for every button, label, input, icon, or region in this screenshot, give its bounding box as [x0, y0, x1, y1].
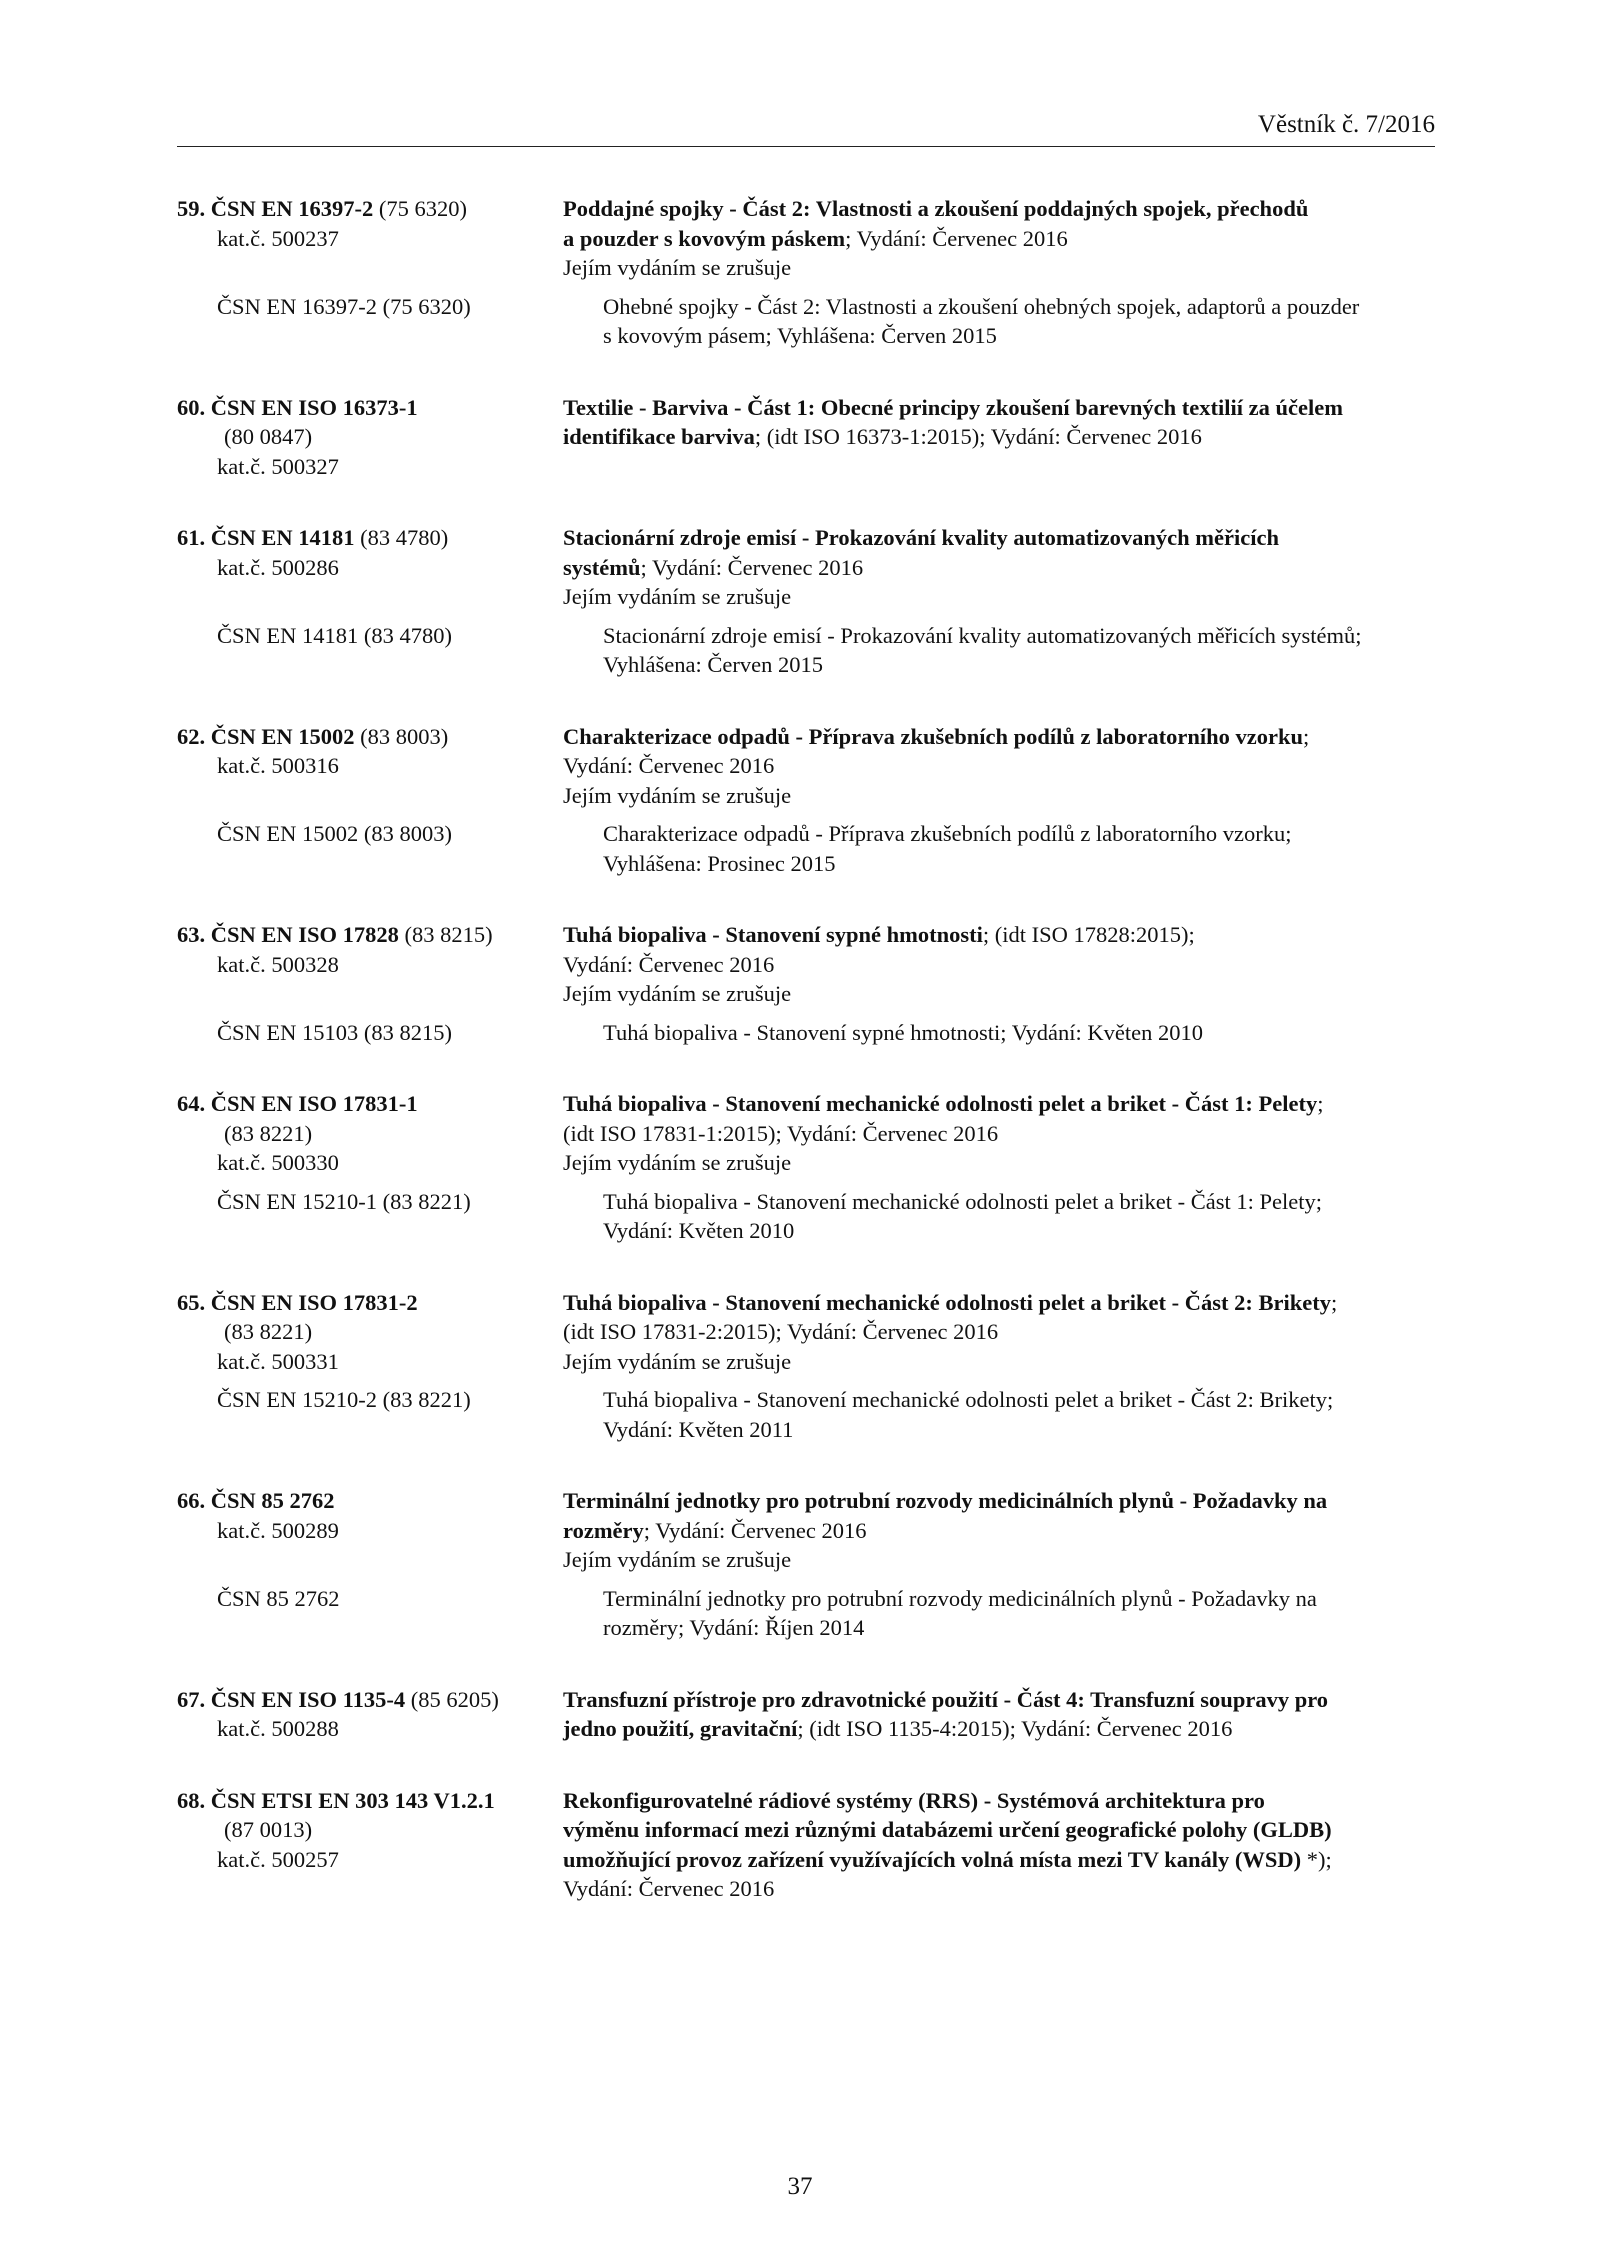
replaced-description — [603, 292, 1437, 351]
entry-number: 65. — [177, 1289, 206, 1315]
class-code: (80 0847) — [224, 424, 313, 449]
entry-main-row — [177, 393, 1437, 482]
replaced-description — [603, 1187, 1437, 1246]
catalog-number: kat.č. 500286 — [217, 554, 339, 580]
standard-entry — [177, 722, 1437, 879]
designation-line — [177, 1685, 563, 1715]
catalog-number: kat.č. 500237 — [217, 225, 339, 251]
issue-info: ; Vydání: Červenec 2016 — [845, 225, 1068, 251]
standard-title: identifikace barviva — [563, 424, 755, 449]
entry-number: 66. — [177, 1488, 206, 1513]
replaced-designation: ČSN EN 15210-2 (83 8221) — [217, 1387, 471, 1412]
title-line — [563, 920, 1427, 950]
designation-line — [177, 523, 563, 553]
issue-note: Vydání: Červenec 2016 — [563, 951, 775, 977]
title-line — [563, 722, 1427, 752]
standard-title: výměnu informací mezi různými databázemi určení geografické polohy (GLDB) — [563, 1817, 1332, 1842]
replaced-designation: ČSN EN 14181 (83 4780) — [217, 622, 452, 648]
standard-title: systémů — [563, 554, 641, 580]
replaced-designation: ČSN EN 16397-2 (75 6320) — [217, 293, 471, 319]
replaced-standard-row — [177, 819, 1437, 878]
catalog-number: kat.č. 500328 — [217, 951, 339, 977]
standard-title: jedno použití, gravitační — [563, 1716, 798, 1741]
standard-title: Stacionární zdroje emisí - Prokazování kvality automatizovaných měřicích — [563, 525, 1279, 550]
entry-number: 64. — [177, 1091, 206, 1116]
entry-designation — [177, 1288, 563, 1377]
designation-line — [177, 1486, 563, 1516]
issue-info: ; (idt ISO 1135-4:2015); Vydání: Červenec 2016 — [797, 1716, 1233, 1741]
replaced-line: Stacionární zdroje emisí - Prokazování kvality automatizovaných měřicích systémů; — [603, 622, 1362, 648]
entry-main-row — [177, 1685, 1437, 1744]
entry-description — [563, 920, 1437, 1009]
entry-main-row — [177, 1486, 1437, 1575]
replaced-line: Vyhlášena: Prosinec 2015 — [603, 850, 836, 876]
page-header: Věstník č. 7/2016 — [1257, 111, 1435, 138]
issue-info: ; — [1330, 1289, 1338, 1315]
designation-line — [177, 1089, 563, 1119]
standard-class-code: (83 8003) — [354, 723, 449, 749]
entry-main-row — [177, 722, 1437, 811]
replaced-designation: ČSN EN 15210-1 (83 8221) — [217, 1188, 471, 1214]
replaced-designation: ČSN EN 15002 (83 8003) — [217, 821, 452, 846]
standard-title: umožňující provoz zařízení využívajících volná místa mezi TV kanály (WSD) — [563, 1846, 1302, 1872]
standard-entry — [177, 1089, 1437, 1246]
entry-designation — [177, 1089, 563, 1178]
entry-description — [563, 1486, 1437, 1575]
designation-line — [177, 393, 563, 423]
title-line — [563, 393, 1427, 423]
issue-note: Jejím vydáním se zrušuje — [563, 255, 792, 280]
replaced-description — [603, 819, 1437, 878]
standard-code: ČSN EN ISO 17831-1 — [210, 1091, 418, 1116]
standards-list — [177, 194, 1437, 1946]
replaced-line: Terminální jednotky pro potrubní rozvody medicinálních plynů - Požadavky na — [603, 1585, 1317, 1611]
replaced-line: Tuhá biopaliva - Stanovení mechanické odolnosti pelet a briket - Část 2: Brikety; — [603, 1387, 1334, 1412]
entry-designation — [177, 1685, 563, 1744]
replaced-line: Vydání: Květen 2010 — [603, 1218, 795, 1243]
entry-main-row — [177, 1089, 1437, 1178]
catalog-number: kat.č. 500288 — [217, 1716, 339, 1741]
entry-designation — [177, 1486, 563, 1545]
issue-info: *); — [1301, 1846, 1332, 1872]
standard-title: rozměry — [563, 1517, 644, 1543]
standard-class-code: (85 6205) — [405, 1686, 499, 1712]
title-line — [563, 224, 1427, 254]
standard-title: Tuhá biopaliva - Stanovení mechanické odolnosti pelet a briket - Část 1: Pelety — [563, 1091, 1318, 1116]
issue-info: ; — [1317, 1091, 1324, 1116]
title-line — [563, 523, 1427, 553]
replaced-line: Vyhlášena: Červen 2015 — [603, 652, 823, 677]
title-line — [563, 1516, 1427, 1546]
class-code: (87 0013) — [224, 1817, 313, 1842]
designation-line — [177, 1288, 563, 1318]
issue-note: Vydání: Červenec 2016 — [563, 753, 775, 778]
entry-main-row — [177, 523, 1437, 612]
standard-code: ČSN 85 2762 — [210, 1488, 335, 1513]
title-line — [563, 1089, 1427, 1119]
standard-class-code: (83 8215) — [398, 922, 493, 947]
standard-entry — [177, 1685, 1437, 1744]
entry-designation — [177, 920, 563, 979]
standard-code: ČSN EN 16397-2 — [210, 196, 374, 221]
header-rule — [177, 146, 1435, 147]
replaced-designation: ČSN EN 15103 (83 8215) — [217, 1019, 452, 1045]
catalog-number: kat.č. 500289 — [217, 1517, 339, 1543]
title-line — [563, 1714, 1427, 1744]
entry-main-row — [177, 920, 1437, 1009]
standard-title: a pouzder s kovovým páskem — [563, 225, 846, 251]
standard-code: ČSN EN 14181 — [210, 525, 355, 550]
entry-description — [563, 194, 1437, 283]
replaced-line: Tuhá biopaliva - Stanovení sypné hmotnosti; Vydání: Květen 2010 — [603, 1019, 1203, 1045]
entry-description — [563, 1089, 1437, 1178]
standard-entry — [177, 194, 1437, 351]
entry-designation — [177, 523, 563, 582]
issue-note: Jejím vydáním se zrušuje — [563, 981, 792, 1006]
catalog-number: kat.č. 500257 — [217, 1846, 339, 1872]
title-line — [563, 422, 1427, 452]
replaced-line: rozměry; Vydání: Říjen 2014 — [603, 1615, 865, 1640]
standard-class-code: (75 6320) — [373, 196, 468, 221]
entry-number: 68. — [177, 1787, 206, 1813]
issue-info: ; (idt ISO 17828:2015); — [982, 922, 1195, 947]
catalog-number: kat.č. 500316 — [217, 753, 339, 778]
standard-entry — [177, 920, 1437, 1047]
standard-entry — [177, 1486, 1437, 1643]
replaced-line: Tuhá biopaliva - Stanovení mechanické odolnosti pelet a briket - Část 1: Pelety; — [603, 1188, 1323, 1214]
title-line — [563, 194, 1427, 224]
standard-title: Charakterizace odpadů - Příprava zkušebních podílů z laboratorního vzorku — [563, 723, 1304, 749]
standard-entry — [177, 393, 1437, 482]
replaced-description — [603, 1584, 1437, 1643]
replaced-description — [603, 621, 1437, 680]
designation-line — [177, 194, 563, 224]
replaced-standard-row — [177, 1018, 1437, 1048]
issue-info: ; (idt ISO 16373-1:2015); Vydání: Červenec 2016 — [754, 424, 1202, 449]
entry-description — [563, 1288, 1437, 1377]
catalog-number: kat.č. 500330 — [217, 1150, 339, 1175]
title-line — [563, 1486, 1427, 1516]
replaced-line: Charakterizace odpadů - Příprava zkušebních podílů z laboratorního vzorku; — [603, 821, 1292, 846]
entry-designation — [177, 194, 563, 253]
issue-note: Jejím vydáním se zrušuje — [563, 1150, 792, 1175]
standard-title: Terminální jednotky pro potrubní rozvody medicinálních plynů - Požadavky na — [563, 1488, 1328, 1513]
title-line — [563, 553, 1427, 583]
class-code: (83 8221) — [224, 1319, 313, 1344]
designation-line — [177, 722, 563, 752]
catalog-number: kat.č. 500331 — [217, 1348, 339, 1374]
entry-description — [563, 523, 1437, 612]
standard-title: Tuhá biopaliva - Stanovení sypné hmotnosti — [563, 922, 983, 947]
replaced-description — [603, 1385, 1437, 1444]
title-line — [563, 1288, 1427, 1318]
replaced-standard-row — [177, 1385, 1437, 1444]
replaced-line: Vydání: Květen 2011 — [603, 1416, 794, 1442]
standard-code: ČSN EN ISO 17831-2 — [210, 1289, 418, 1315]
title-line — [563, 1845, 1427, 1875]
replaced-standard-row — [177, 621, 1437, 680]
entry-designation — [177, 393, 563, 482]
entry-description — [563, 393, 1437, 452]
entry-number: 62. — [177, 723, 206, 749]
replaced-description — [603, 1018, 1437, 1048]
replaced-designation: ČSN 85 2762 — [217, 1585, 340, 1611]
issue-info: ; — [1303, 723, 1310, 749]
entry-number: 60. — [177, 394, 206, 420]
title-line — [563, 1815, 1427, 1845]
standard-code: ČSN EN ISO 1135-4 — [210, 1686, 406, 1712]
replaced-line: Ohebné spojky - Část 2: Vlastnosti a zkoušení ohebných spojek, adaptorů a pouzder — [603, 293, 1360, 319]
replaced-standard-row — [177, 1584, 1437, 1643]
page-number: 37 — [787, 2173, 813, 2200]
standard-entry — [177, 1288, 1437, 1445]
issue-note: Jejím vydáním se zrušuje — [563, 584, 792, 609]
issue-note: Vydání: Červenec 2016 — [563, 1876, 775, 1901]
entry-designation — [177, 1786, 563, 1875]
entry-main-row — [177, 1786, 1437, 1904]
replaced-line: s kovovým pásem; Vyhlášena: Červen 2015 — [603, 323, 997, 348]
standard-entry — [177, 523, 1437, 680]
entry-number: 67. — [177, 1686, 206, 1712]
standard-entry — [177, 1786, 1437, 1904]
designation-line — [177, 1786, 563, 1816]
standard-code: ČSN ETSI EN 303 143 V1.2.1 — [210, 1787, 495, 1813]
standard-title: Tuhá biopaliva - Stanovení mechanické odolnosti pelet a briket - Část 2: Brikety — [563, 1289, 1331, 1315]
standard-code: ČSN EN 15002 — [210, 723, 355, 749]
replaced-standard-row — [177, 292, 1437, 351]
entry-designation — [177, 722, 563, 781]
entry-main-row — [177, 1288, 1437, 1377]
issue-note: Jejím vydáním se zrušuje — [563, 1547, 792, 1572]
issue-note: Jejím vydáním se zrušuje — [563, 1348, 792, 1374]
entry-description — [563, 722, 1437, 811]
entry-number: 59. — [177, 196, 206, 221]
standard-class-code: (83 4780) — [354, 525, 449, 550]
standard-title: Rekonfigurovatelné rádiové systémy (RRS) - Systémová architektura pro — [563, 1787, 1265, 1813]
entry-number: 61. — [177, 525, 206, 550]
replaced-standard-row — [177, 1187, 1437, 1246]
title-line — [563, 1786, 1427, 1816]
issue-info: ; Vydání: Červenec 2016 — [643, 1517, 867, 1543]
standard-code: ČSN EN ISO 16373-1 — [210, 394, 418, 420]
designation-line — [177, 920, 563, 950]
issue-info: ; Vydání: Červenec 2016 — [640, 554, 864, 580]
issue-note: (idt ISO 17831-1:2015); Vydání: Červenec 2016 — [563, 1120, 999, 1146]
issue-note: (idt ISO 17831-2:2015); Vydání: Červenec 2016 — [563, 1319, 999, 1344]
entry-number: 63. — [177, 922, 206, 947]
class-code: (83 8221) — [224, 1120, 313, 1146]
standard-code: ČSN EN ISO 17828 — [210, 922, 399, 947]
issue-note: Jejím vydáním se zrušuje — [563, 782, 792, 808]
entry-main-row — [177, 194, 1437, 283]
standard-title: Poddajné spojky - Část 2: Vlastnosti a zkoušení poddajných spojek, přechodů — [563, 196, 1309, 221]
standard-title: Textilie - Barviva - Část 1: Obecné principy zkoušení barevných textilií za účelem — [563, 394, 1343, 420]
entry-description — [563, 1786, 1437, 1904]
standard-title: Transfuzní přístroje pro zdravotnické použití - Část 4: Transfuzní soupravy pro — [563, 1686, 1329, 1712]
title-line — [563, 1685, 1427, 1715]
catalog-number: kat.č. 500327 — [217, 453, 339, 479]
entry-description — [563, 1685, 1437, 1744]
